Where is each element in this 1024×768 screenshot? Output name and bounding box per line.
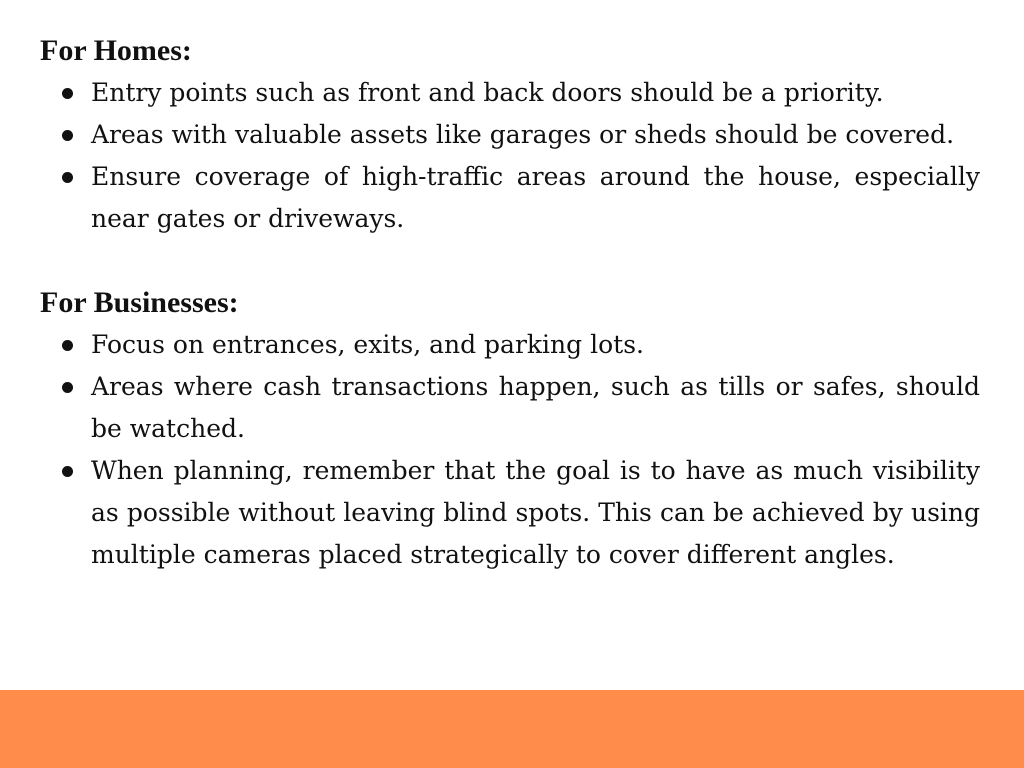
- list-item: [40, 114, 980, 156]
- bullet-icon: [62, 88, 73, 99]
- list-item: [40, 72, 980, 114]
- list-item-text: Focus on entrances, exits, and parking lots.: [91, 330, 644, 359]
- bullet-icon: [62, 382, 73, 393]
- list-item-text: Areas where cash transactions happen, such as tills or safes, should be watched.: [91, 372, 980, 443]
- bullet-icon: [62, 172, 73, 183]
- homes-heading: For Homes:: [40, 34, 192, 67]
- homes-list: [40, 72, 980, 240]
- footer-accent-bar: [0, 690, 1024, 768]
- list-item-text: When planning, remember that the goal is to have as much visibility as possible without leaving blind spots. This can be achieved by using multiple cameras placed strategically to cover different angles.: [91, 456, 980, 569]
- section-spacer: [40, 240, 980, 282]
- bullet-icon: [62, 466, 73, 477]
- list-item: [40, 324, 980, 366]
- list-item-text: Areas with valuable assets like garages or sheds should be covered.: [91, 120, 955, 149]
- businesses-heading: For Businesses:: [40, 286, 239, 319]
- bullet-icon: [62, 130, 73, 141]
- businesses-list: [40, 324, 980, 576]
- list-item: [40, 366, 980, 450]
- list-item-text: Entry points such as front and back doors should be a priority.: [91, 78, 884, 107]
- list-item: [40, 156, 980, 240]
- list-item-text: Ensure coverage of high-traffic areas around the house, especially near gates or driveways.: [91, 162, 980, 233]
- document-content: [40, 30, 980, 576]
- list-item: [40, 450, 980, 576]
- bullet-icon: [62, 340, 73, 351]
